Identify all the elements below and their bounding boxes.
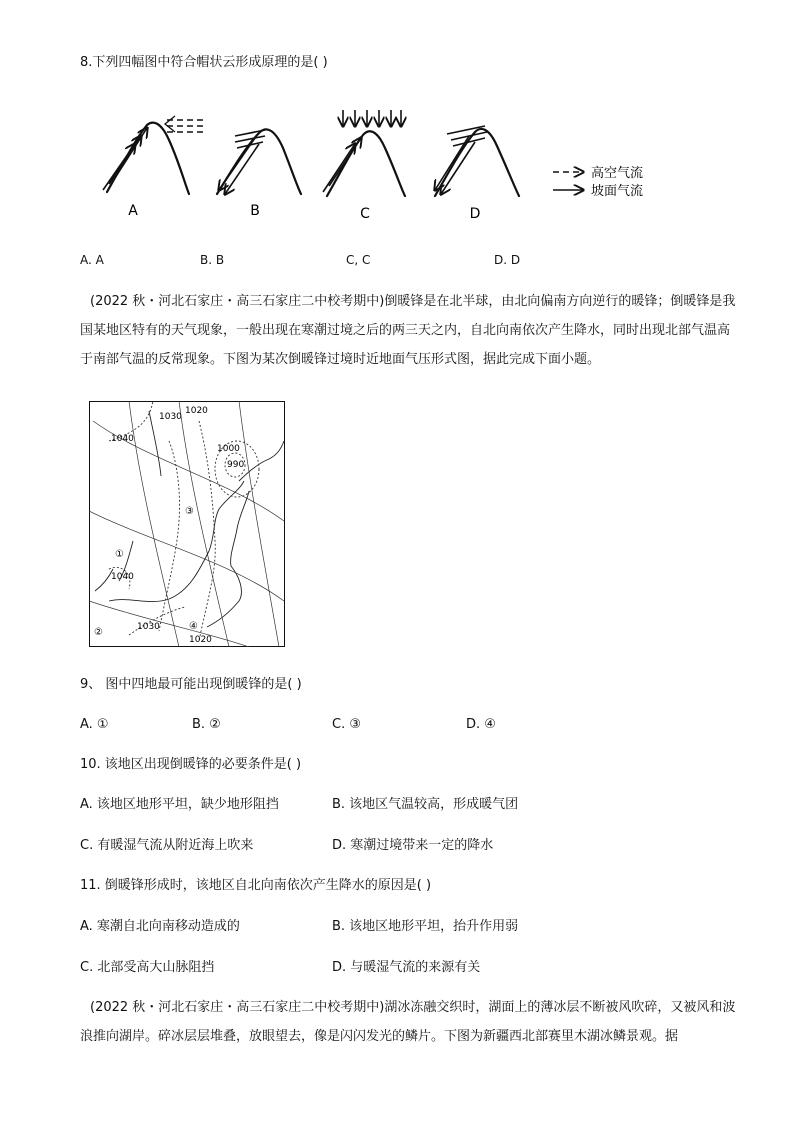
mountain-d bbox=[435, 129, 519, 196]
isobar-label-1020-top: 1020 bbox=[185, 406, 208, 416]
mountain-b bbox=[217, 129, 301, 194]
map-point-2: ② bbox=[94, 627, 103, 638]
q8-option-a[interactable]: A. A bbox=[80, 253, 104, 267]
q11-option-b[interactable]: B. 该地区地形平坦，抬升作用弱 bbox=[332, 919, 519, 934]
isobar-label-1030-top: 1030 bbox=[159, 412, 182, 422]
q8-diagram bbox=[95, 100, 665, 230]
mountain-a bbox=[107, 123, 189, 194]
q10-option-d[interactable]: D. 寒潮过境带来一定的降水 bbox=[332, 838, 494, 853]
map-point-1: ① bbox=[115, 549, 124, 560]
panel-label-a: A bbox=[128, 203, 138, 219]
q9-option-d[interactable]: D. ④ bbox=[466, 717, 496, 732]
q11-stem: 11. 倒暖锋形成时，该地区自北向南依次产生降水的原因是( ) bbox=[80, 878, 432, 893]
isobar-label-1030-bottom: 1030 bbox=[137, 622, 160, 632]
q11-option-c[interactable]: C. 北部受高大山脉阻挡 bbox=[80, 960, 215, 975]
q9-stem: 9、 图中四地最可能出现倒暖锋的是( ) bbox=[80, 677, 302, 692]
panel-label-c: C bbox=[360, 206, 370, 222]
isobar-label-1020-bottom: 1020 bbox=[189, 635, 212, 645]
legend-slope-air: 坡面气流 bbox=[591, 184, 644, 199]
q11-option-d[interactable]: D. 与暖湿气流的来源有关 bbox=[332, 960, 481, 975]
q8-option-d[interactable]: D. D bbox=[494, 253, 521, 267]
q10-stem: 10. 该地区出现倒暖锋的必要条件是( ) bbox=[80, 757, 302, 772]
pressure-map bbox=[89, 401, 285, 647]
q9-option-c[interactable]: C. ③ bbox=[332, 717, 361, 732]
q10-option-b[interactable]: B. 该地区气温较高，形成暖气团 bbox=[332, 797, 519, 812]
q8-option-b[interactable]: B. B bbox=[200, 253, 225, 267]
q9-option-b[interactable]: B. ② bbox=[192, 717, 221, 732]
q8-option-c[interactable]: C, C bbox=[346, 253, 371, 267]
panel-label-b: B bbox=[250, 203, 260, 219]
map-point-4: ④ bbox=[189, 621, 198, 632]
q11-option-a[interactable]: A. 寒潮自北向南移动造成的 bbox=[80, 919, 240, 934]
q8-stem: 8.下列四幅图中符合帽状云形成原理的是( ) bbox=[80, 55, 328, 70]
isobar-label-1000: 1000 bbox=[217, 444, 240, 454]
mountain-c bbox=[327, 131, 405, 196]
intro-paragraph-1: (2022 秋・河北石家庄・高三石家庄二中校考期中)倒暖锋是在北半球，由北向偏南方向逆行的暖锋；倒暖锋是我国某地区特有的天气现象，一般出现在寒潮过境之后的两三天之内，自北向南依次产生降水，同时出现北部气温高于南部气温的反常现象。下图为某次倒暖锋过境时近地面气压形式图，据此完成下面小题。 bbox=[80, 294, 736, 367]
panel-label-d: D bbox=[469, 206, 481, 222]
isobar-label-990: 990 bbox=[227, 460, 245, 470]
map-point-3: ③ bbox=[185, 506, 194, 517]
isobar-label-1040-bottom: 1040 bbox=[111, 572, 134, 582]
legend-high-air: 高空气流 bbox=[591, 166, 644, 181]
q9-option-a[interactable]: A. ① bbox=[80, 717, 109, 732]
isobar-label-1040-top: 1040 bbox=[111, 434, 134, 444]
q10-option-a[interactable]: A. 该地区地形平坦，缺少地形阻挡 bbox=[80, 797, 279, 812]
intro-paragraph-2: (2022 秋・河北石家庄・高三石家庄二中校考期中)湖冰冻融交织时，湖面上的薄冰层不断被风吹碎，又被风和波浪推向湖岸。碎冰层层堆叠，放眼望去，像是闪闪发光的鳞片。下图为新疆西北部赛里木湖冰鳞景观。据 bbox=[80, 1000, 736, 1044]
q10-option-c[interactable]: C. 有暖湿气流从附近海上吹来 bbox=[80, 838, 254, 853]
